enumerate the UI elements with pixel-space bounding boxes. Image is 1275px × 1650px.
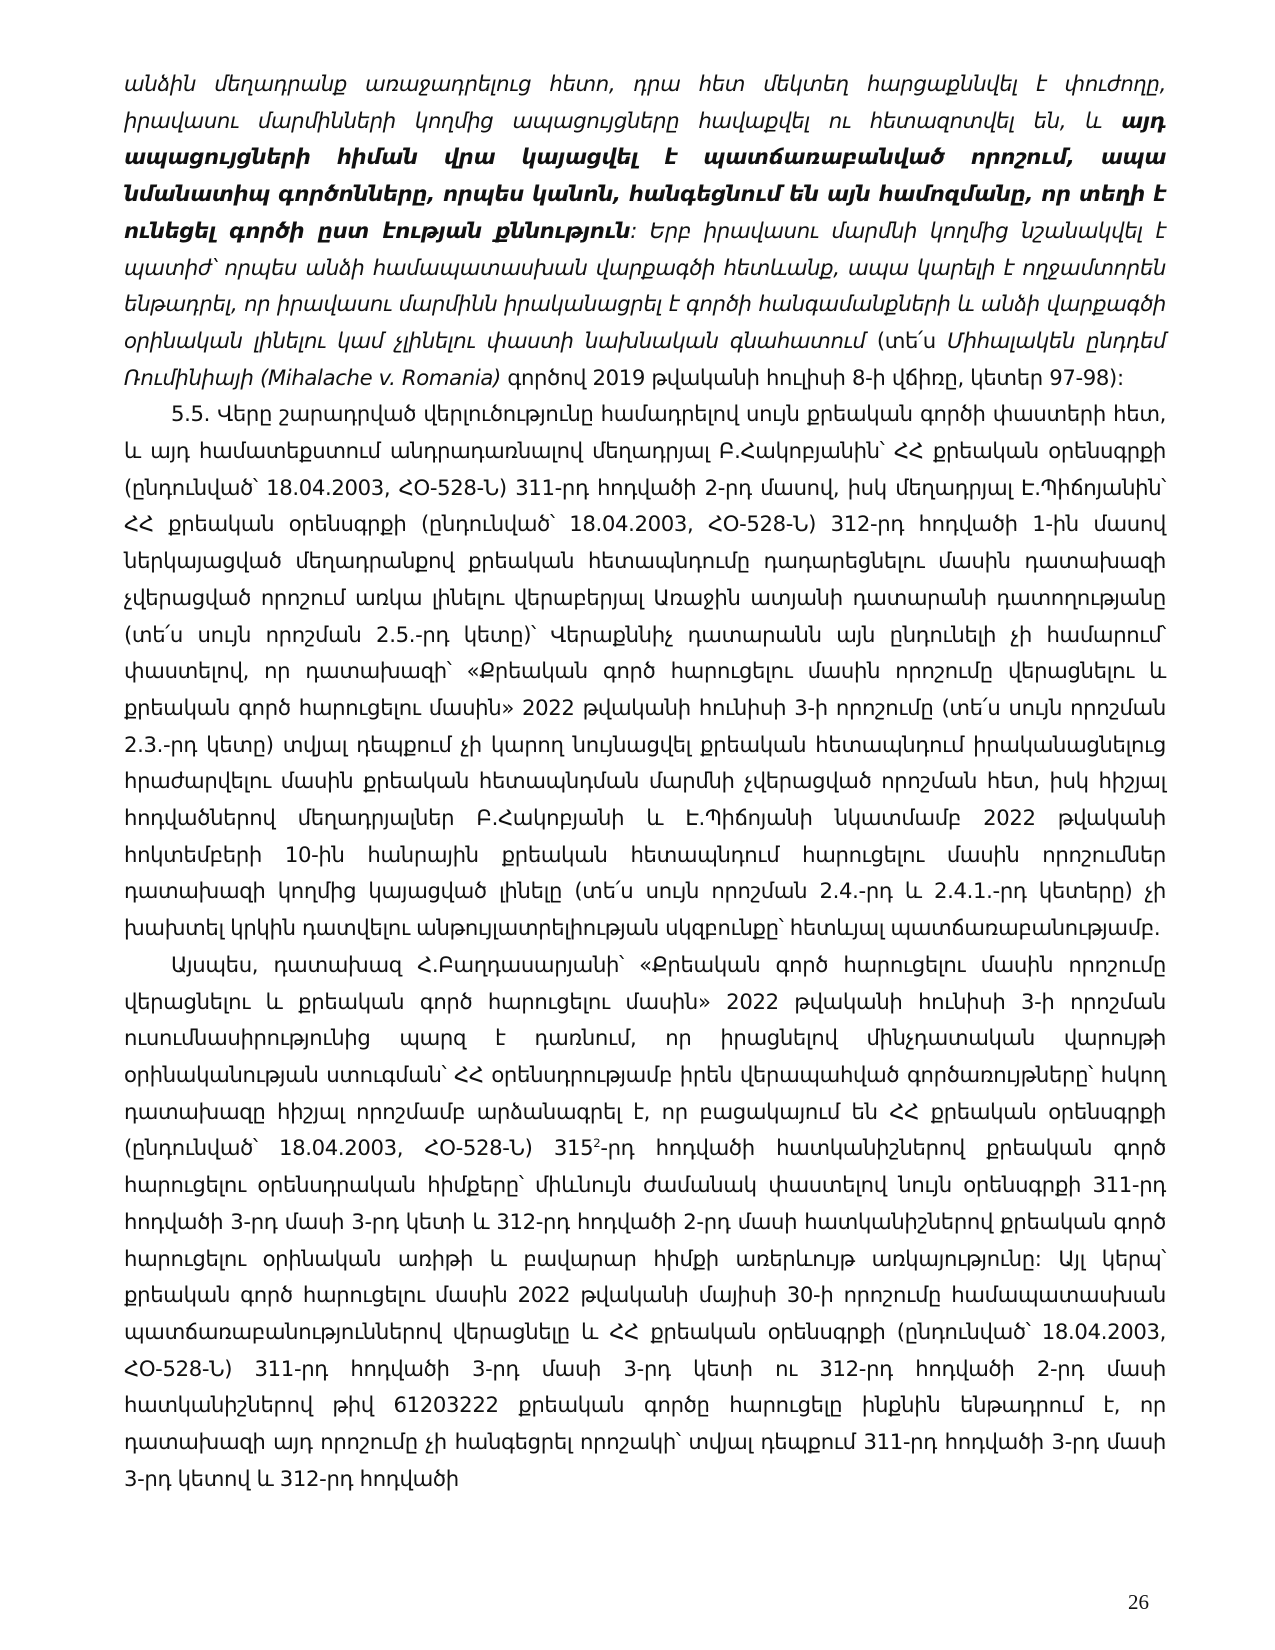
- italic-text: : Երբ իրավասու մարմնի կողմից նշանակվել է պատիժ՝ որպես անձի համապատասխան վարքագծի հետևանք, ապա կարելի է ողջամտորեն ենթադրել, որ իրավասու մարմինն իրականացրել է գործի հանգամանքների և անձի վարքագծի օրինական լինելու կամ չլինելու փաստի նախնական գնահատում: [124, 217, 1166, 353]
- case-name: Միհալակեն ընդդեմ Ռումինիայի (Mihalache v. Romania): [124, 327, 1167, 390]
- paragraph-5-5: 5.5. Վերը շարադրված վերլուծությունը համադրելով սույն քրեական գործի փաստերի հետ, և այդ համատեքստում անդրադառնալով մեղադրյալ Բ.Հակոբյանին՝ ՀՀ քրեական օրենսգրքի (ընդունված՝ 18.04.2003, ՀՕ-528-Ն) 311-րդ հոդվածի 2-րդ մասով, իսկ մեղադրյալ Է.Պիճոյանին՝ ՀՀ քրեական օրենսգրքի (ընդունված՝ 18.04.2003, ՀՕ-528-Ն) 312-րդ հոդվածի 1-ին մասով ներկայացված մեղադրանքով քրեական հետապնդումը դադարեցնելու մասին դատախազի չվերացված որոշում առկա լինելու վերաբերյալ Առաջին ատյանի դատարանի դատողությանը (տե՛ս սույն որոշման 2.5.-րդ կետը)՝ Վերաքննիչ դատարանն այն ընդունելի չի համարում՝ փաստելով, որ դատախազի՝ «Քրեական գործ հարուցելու մասին որոշումը վերացնելու և քրեական գործ հարուցելու մասին» 2022 թվականի հունիսի 3-ի որոշումը (տե՛ս սույն որոշման 2.3.-րդ կետը) տվյալ դեպքում չի կարող նույնացվել քրեական հետապնդում իրականացնելուց հրաժարվելու մասին քրեական հետապնդման մարմնի չվերացված որոշման հետ, իսկ հիշյալ հոդվածներով մեղադրյալներ Բ.Հակոբյանի և Է.Պիճոյանի նկատմամբ 2022 թվականի հոկտեմբերի 10-ին հանրային քրեական հետապնդում հարուցելու մասին որոշումներ դատախազի կողմից կայացված լինելը (տե՛ս սույն որոշման 2.4.-րդ և 2.4.1.-րդ կետերը) չի խախտել կրկին դատվելու անթույլատրելիության սկզբունքը՝ հետևյալ պատճառաբանությամբ.: [124, 401, 1166, 941]
- page-number: 26: [1128, 1590, 1149, 1614]
- article-superscript: 2: [593, 1136, 601, 1151]
- paragraph-text: -րդ հոդվածի հատկանիշներով քրեական գործ հարուցելու օրենսդրական հիմքերը՝ միևնույն ժամանակ փաստելով նույն օրենսգրքի 311-րդ հոդվածի 3-րդ մասի 3-րդ կետի և 312-րդ հոդվածի 2-րդ մասի հատկանիշներով քրեական գործ հարուցելու օրինական առիթի և բավարար հիմքի առերևույթ առկայությունը: Այլ կերպ՝ քրեական գործ հարուցելու մասին 2022 թվականի մայիսի 30-ի որոշումը համապատասխան պատճառաբանություններով վերացնելը և ՀՀ քրեական օրենսգրքի (ընդունված՝ 18.04.2003, ՀՕ-528-Ն) 311-րդ հոդվածի 3-րդ մասի 3-րդ կետի ու 312-րդ հոդվածի 2-րդ մասի հատկանիշներով թիվ 61203222 քրեական գործը հարուցելը ինքնին ենթադրում է, որ դատախազի այդ որոշումը չի հանգեցրել որոշակի՝ տվյալ դեպքում 311-րդ հոդվածի 3-րդ մասի 3-րդ կետով և 312-րդ հոդվածի: [124, 1135, 1167, 1491]
- citation-text: (տե՛ս: [865, 327, 948, 353]
- body-text: [124, 66, 1166, 1497]
- citation-text: գործով 2019 թվականի հուլիսի 8-ի վճիռը, կետեր 97-98):: [500, 364, 1124, 390]
- paragraph-continued: [124, 66, 1166, 396]
- bold-italic-emphasis: այդ ապացույցների հիման վրա կայացվել է պատճառաբանված որոշում, ապա նմանատիպ գործոնները, որպես կանոն, հանգեցնում են այն համոզմանը, որ տեղի է ունեցել գործի ըստ էության քննություն: [124, 107, 1166, 243]
- paragraph-thus: [124, 947, 1166, 1498]
- italic-text: անձին մեղադրանք առաջադրելուց հետո, դրա հետ մեկտեղ հարցաքննվել է փուժողը, իրավասու մարմինների կողմից ապացույցները հավաքվել ու հետազոտվել են, և: [124, 71, 1166, 133]
- paragraph-text: Այսպես, դատախազ Հ.Բաղդասարյանի՝ «Քրեական գործ հարուցելու մասին որոշումը վերացնելու և քրեական գործ հարուցելու մասին» 2022 թվականի հունիսի 3-ի որոշման ուսումնասիրությունից պարզ է դառնում, որ իրացնելով մինչդատական վարույթի օրինականության ստուգման՝ ՀՀ օրենսդրությամբ իրեն վերապահված գործառույթները՝ հսկող դատախազը հիշյալ որոշմամբ արձանագրել է, որ բացակայում են ՀՀ քրեական օրենսգրքի (ընդունված՝ 18.04.2003, ՀՕ-528-Ն) 315: [124, 951, 1166, 1161]
